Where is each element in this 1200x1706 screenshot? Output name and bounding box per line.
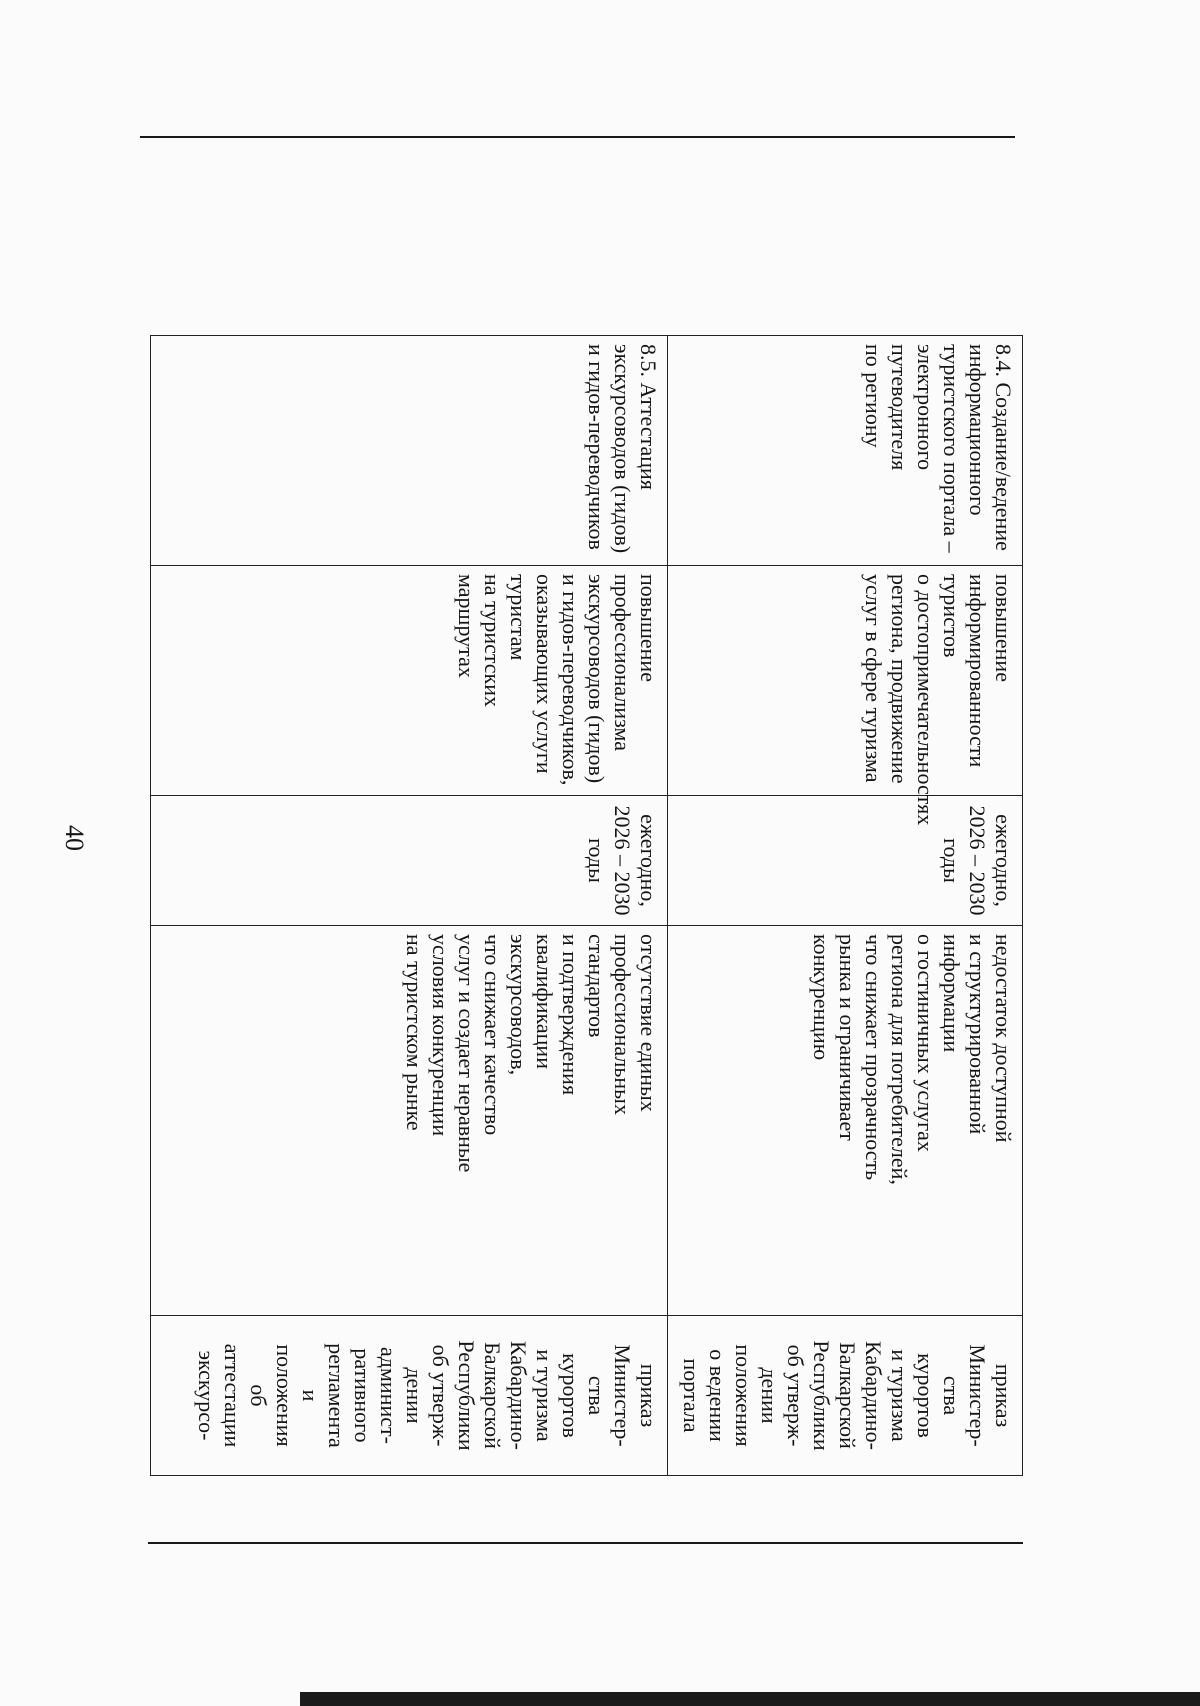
document-cell [151, 1316, 668, 1476]
cell-line: об утверж- [428, 1344, 453, 1447]
cell-line: об [246, 1384, 271, 1407]
cell-line: и гидов-переводчиков, [558, 574, 583, 786]
cell-line: по региону [861, 344, 886, 448]
cell-line: информационного [965, 344, 990, 516]
cell-line: портала [679, 1358, 704, 1433]
cell-line: Министер- [610, 1344, 635, 1447]
measures-table-wrapper [150, 335, 1023, 1475]
cell-line: 2026 – 2030 [965, 805, 990, 916]
cell-line: Республики [454, 1340, 479, 1451]
cell-line: ежегодно, [636, 814, 661, 907]
cell-line: ства [939, 1375, 964, 1416]
cell-line: отсутствие единых [636, 934, 661, 1112]
cell-line: экскурсоводов, [506, 934, 531, 1076]
cell-line: экскурсоводов (гидов) [584, 574, 609, 784]
period-cell [668, 796, 1023, 926]
problem-cell [151, 926, 668, 1316]
cell-line: экскурсоводов (гидов) [610, 344, 635, 554]
cell-line: курортов [558, 1353, 583, 1438]
cell-line: повышение [636, 574, 661, 682]
cell-line: стандартов [584, 934, 609, 1038]
period-cell [151, 796, 668, 926]
goal-cell [151, 566, 668, 796]
cell-line: Республики [809, 1340, 834, 1451]
cell-line: повышение [991, 574, 1016, 682]
document-cell [668, 1316, 1023, 1476]
cell-line: приказ [991, 1363, 1016, 1428]
cell-line: электронного [913, 344, 938, 471]
cell-line: услуг в сфере туризма [861, 574, 886, 783]
table-body [151, 336, 1023, 1476]
cell-line: квалификации [532, 934, 557, 1069]
footer-rule [148, 1542, 1023, 1544]
cell-line: ства [584, 1375, 609, 1416]
cell-line: конкуренцию [809, 934, 834, 1061]
cell-line: услуг и создает неравные [454, 934, 479, 1173]
cell-line: 2026 – 2030 [610, 805, 635, 916]
cell-line: на туристском рынке [402, 934, 427, 1131]
cell-line: региона, продвижение [887, 574, 912, 784]
cell-line: 8.5. Аттестация [636, 344, 661, 490]
cell-line: аттестации [220, 1343, 245, 1448]
measure-cell [151, 336, 668, 566]
page-number: 40 [60, 825, 89, 851]
cell-line: рынка и ограничивает [835, 934, 860, 1141]
cell-line: экскурсо- [194, 1350, 219, 1441]
cell-line: о достопримечательностях [913, 574, 938, 826]
measure-cell [668, 336, 1023, 566]
cell-line: о гостиничных услугах [913, 934, 938, 1152]
cell-line: профессиональных [610, 934, 635, 1115]
cell-line: регламента [324, 1343, 349, 1448]
cell-line: годы [939, 838, 964, 883]
cell-line: Кабардино- [861, 1341, 886, 1450]
cell-line: Министер- [965, 1344, 990, 1447]
cell-line: условия конкуренции [428, 934, 453, 1137]
cell-line: об утверж- [783, 1344, 808, 1447]
header-rule [140, 136, 1015, 138]
cell-line: курортов [913, 1353, 938, 1438]
cell-line: приказ [636, 1363, 661, 1428]
cell-line: Кабардино- [506, 1341, 531, 1450]
cell-line: и гидов-переводчиков [584, 344, 609, 550]
cell-line: ративного [350, 1348, 375, 1443]
cell-line: туристам [506, 574, 531, 661]
cell-line: на туристских [480, 574, 505, 708]
table-row [668, 336, 1023, 1476]
cell-line: что снижает качество [480, 934, 505, 1136]
cell-line: о ведении [705, 1349, 730, 1442]
goal-cell [668, 566, 1023, 826]
cell-line: региона для потребителей, [887, 934, 912, 1185]
cell-line: положения [272, 1344, 297, 1447]
cell-line: и подтверждения [558, 934, 583, 1096]
cell-line: информации [939, 934, 964, 1053]
cell-line: админист- [376, 1347, 401, 1444]
problem-cell [668, 926, 1023, 1316]
cell-line: профессионализма [610, 574, 635, 752]
cell-line: положения [731, 1344, 756, 1447]
measures-table [150, 335, 1023, 1476]
cell-line: дении [402, 1367, 427, 1424]
cell-line: туристского портала – [939, 344, 964, 553]
cell-line: информированности [965, 574, 990, 768]
cell-line: маршрутах [454, 574, 479, 678]
cell-line: и [298, 1389, 323, 1402]
cell-line: Балкарской [480, 1342, 505, 1449]
cell-line: оказывающих услуги [532, 574, 557, 774]
cell-line: ежегодно, [991, 814, 1016, 907]
cell-line: и туризма [532, 1349, 557, 1442]
cell-line: недостаток доступной [991, 934, 1016, 1143]
cell-line: Балкарской [835, 1342, 860, 1449]
cell-line: 8.4. Создание/ведение [991, 344, 1016, 551]
cell-line: дении [757, 1367, 782, 1424]
cell-line: путеводителя [887, 344, 912, 471]
cell-line: туристов [939, 574, 964, 658]
table-row [151, 336, 668, 1476]
scan-edge [300, 1692, 1200, 1706]
cell-line: и структурированной [965, 934, 990, 1135]
cell-line: годы [584, 838, 609, 883]
cell-line: и туризма [887, 1349, 912, 1442]
cell-line: что снижает прозрачность [861, 934, 886, 1181]
